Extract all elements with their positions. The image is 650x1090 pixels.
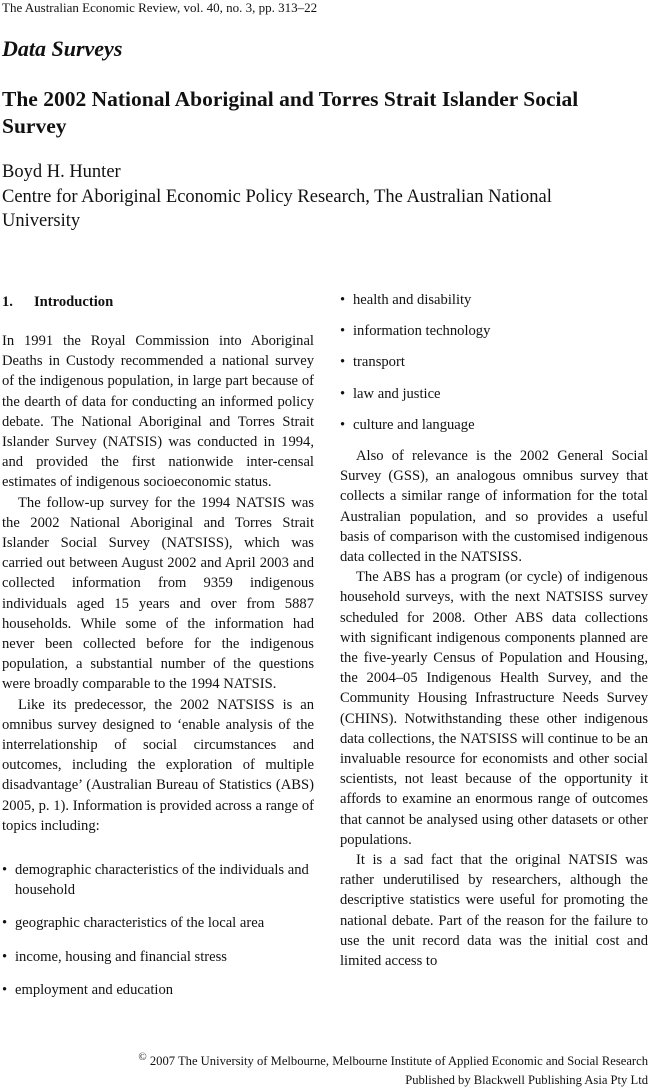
bullet-icon: •: [340, 292, 346, 308]
bullet-icon: •: [340, 354, 346, 371]
bullet-icon: •: [340, 416, 346, 433]
list-item-text: geographic characteristics of the local area: [15, 915, 265, 932]
bullet-icon: •: [2, 948, 8, 965]
list-item: [2, 860, 314, 900]
copyright-text: 2007 The University of Melbourne, Melbourne Institute of Applied Economic and Social Research: [149, 1054, 648, 1068]
section-label: Data Surveys: [2, 36, 123, 61]
left-column: [2, 290, 314, 1013]
section-title: Introduction: [34, 294, 114, 310]
bullet-icon: •: [340, 385, 346, 402]
right-column: [340, 290, 648, 971]
paragraph: Also of relevance is the 2002 General Social Survey (GSS), an analogous omnibus survey that collects a similar range of information for the total Australian population, and so provides a useful basis of comparison with the customised indigenous data collected in the NATSISS.: [340, 448, 648, 566]
bullet-icon: •: [2, 981, 8, 998]
list-item: [2, 980, 314, 1000]
paragraph: In 1991 the Royal Commission into Aboriginal Deaths in Custody recommended a national survey of the indigenous population, in large part because of the dearth of data for conducting an informed policy debate. The National Aboriginal and Torres Strait Islander Survey (NATSIS) was conducted in 1994, and provided the first nationwide inter-censal estimates of indigenous socioeconomic status.: [2, 333, 314, 491]
list-item-text: employment and education: [15, 981, 174, 998]
running-head: The Australian Economic Review, vol. 40, no. 3, pp. 313–22: [2, 0, 318, 15]
list-item: [340, 352, 648, 372]
section-heading: [2, 292, 314, 312]
section-number: 1.: [2, 294, 13, 310]
list-item-text: income, housing and financial stress: [15, 948, 227, 965]
author-name: Boyd H. Hunter: [2, 162, 121, 182]
list-item: [340, 321, 648, 341]
list-item-text: culture and language: [353, 416, 475, 433]
list-item-text: law and justice: [353, 385, 441, 402]
bullet-icon: •: [340, 323, 346, 340]
article-title: The 2002 National Aboriginal and Torres Strait Islander Social Survey: [2, 87, 579, 138]
list-item: [340, 290, 648, 310]
bullet-icon: •: [2, 915, 8, 932]
author-affiliation: Centre for Aboriginal Economic Policy Research, The Australian National University: [2, 187, 552, 231]
paragraph: Like its predecessor, the 2002 NATSISS is an omnibus survey designed to ‘enable analysis of the interrelationship of social circumstances and outcomes, including the exploration of multiple disadvantage’ (Australian Bureau of Statistics (ABS) 2005, p. 1). Information is provided across a range of topics including:: [2, 696, 314, 834]
topic-list-continued: [340, 290, 648, 435]
list-item: [340, 384, 648, 404]
bullet-icon: •: [2, 862, 8, 879]
paragraph: It is a sad fact that the original NATSIS was rather underutilised by researchers, although the descriptive statistics were useful for promoting the national debate. Part of the reason for the failure to use the unit record data was the initial cost and limited access to: [340, 852, 648, 970]
list-item: [340, 415, 648, 435]
list-item-text: health and disability: [353, 292, 472, 308]
publisher-line: Published by Blackwell Publishing Asia Pty Ltd: [405, 1073, 648, 1087]
list-item-text: information technology: [353, 323, 491, 340]
paragraph: The ABS has a program (or cycle) of indigenous household surveys, with the next NATSISS survey scheduled for 2008. Other ABS data collections with significant indigenous components planned are the five-yearly Census of Population and Housing, the 2004–05 Indigenous Health Survey, and the Community Housing Infrastructure Needs Survey (CHINS). Notwithstanding these other indigenous data collections, the NATSISS will continue to be an invaluable resource for economists and other social scientists, not least because of the opportunity it affords to examine an enormous range of outcomes that cannot be analysed using other datasets or other populations.: [340, 569, 648, 848]
copyright-icon: ©: [138, 1051, 147, 1063]
topic-list: [2, 860, 314, 1000]
copyright-line: [138, 1048, 648, 1071]
list-item: [2, 947, 314, 967]
list-item: [2, 913, 314, 933]
list-item-text: transport: [353, 354, 405, 371]
copyright-footer: [138, 1048, 648, 1090]
list-item-text: demographic characteristics of the individuals and household: [15, 862, 309, 899]
paragraph: The follow-up survey for the 1994 NATSIS was the 2002 National Aboriginal and Torres Strait Islander Social Survey (NATSISS), which was carried out between August 2002 and April 2003 and collected information from 9359 indigenous individuals aged 15 years and over from 5887 households. While some of the information had never been collected before for the indigenous population, a substantial number of the questions were broadly comparable to the 1994 NATSIS.: [2, 494, 314, 693]
